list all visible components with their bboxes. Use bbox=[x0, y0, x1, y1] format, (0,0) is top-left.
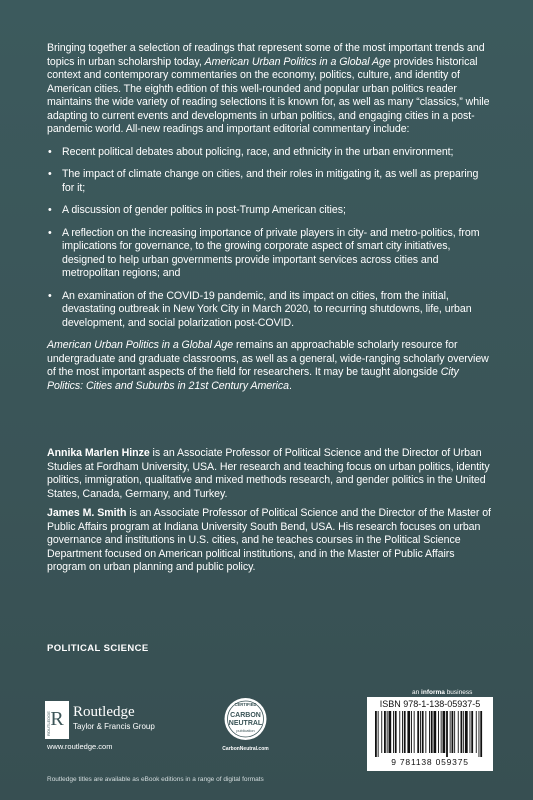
barcode-bar bbox=[414, 711, 415, 753]
svg-text:publication: publication bbox=[236, 729, 255, 733]
barcode-bar bbox=[425, 711, 426, 753]
feature-list bbox=[47, 146, 492, 331]
svg-text:NEUTRAL: NEUTRAL bbox=[228, 720, 263, 727]
barcode-bar bbox=[441, 711, 442, 753]
barcode-bar bbox=[378, 711, 379, 757]
closing-period: . bbox=[288, 379, 292, 392]
publisher-name: Routledge bbox=[73, 704, 135, 720]
publisher-group: Taylor & Francis Group bbox=[73, 722, 155, 731]
closing-paragraph bbox=[47, 339, 492, 393]
feature-item: • The impact of climate change on cities, and their roles in mitigating it, as well as preparing for it; bbox=[47, 168, 492, 195]
informa-suffix: business bbox=[444, 689, 473, 696]
barcode-bar bbox=[446, 711, 448, 757]
author-bio-text: is an Associate Professor of Political Science and the Director of Urban Studies at Fordham University, USA. Her research and teaching focus on urban politics, identity politics, immigration, qualitative and mixed methods research, and gender politics in the United States, Canada, Germany, and Turkey. bbox=[47, 447, 490, 500]
barcode-bar bbox=[393, 711, 394, 753]
barcode-bar bbox=[479, 711, 480, 757]
informa-brand: informa bbox=[421, 689, 445, 696]
author-bio bbox=[47, 447, 492, 501]
barcode-bar bbox=[431, 711, 433, 753]
companion-title-italic: City Politics: Cities and Suburbs in 21st Century America bbox=[47, 366, 459, 392]
description bbox=[47, 42, 492, 393]
author-bio-text: is an Associate Professor of Political Science and the Director of the Master of Public Affairs program at Indiana University South Bend, USA. His research focuses on urban governance and institutions in U.S. cities, and he teaches courses in the Political Science Department focused on American political institutions, and in the Master of Public Affairs program on urban planning and public policy. bbox=[47, 507, 491, 573]
carbon-neutral-logo-icon bbox=[218, 695, 273, 750]
barcode-bar bbox=[434, 711, 437, 753]
barcode-bar bbox=[429, 711, 430, 753]
barcode-bar bbox=[465, 711, 468, 753]
barcode-bar bbox=[402, 711, 403, 753]
intro-text-cont: provides historical context and contemporary commentaries on the economy, politics, culture, and identity of American cities. The eighth edition of this well-rounded and popular urban politics reader maintains the wide variety of reading selections it is known for, as well as many “classics,” while adapting to current events and developments in urban politics, and engaging cities in a post-pandemic world. All-new readings and important editorial commentary include: bbox=[47, 55, 490, 135]
barcode-panel bbox=[367, 697, 493, 771]
isbn-number: ISBN 978-1-138-05937-5 bbox=[379, 699, 481, 709]
barcode-bar bbox=[458, 711, 459, 753]
feature-item: • A reflection on the increasing importance of private players in city- and metro-politics, from implications for governance, to the growing corporate aspect of smart city initiatives, designed to help urban governments provide important services across cities and metropolitan regions; and bbox=[47, 227, 492, 281]
barcode-bar bbox=[387, 711, 388, 753]
barcode-bar bbox=[389, 711, 392, 753]
barcode-bar bbox=[438, 711, 439, 753]
carbon-neutral-url: CarbonNeutral.com bbox=[222, 746, 269, 752]
feature-item: • Recent political debates about policing, race, and ethnicity in the urban environment; bbox=[47, 146, 492, 160]
book-title-italic: American Urban Politics in a Global Age bbox=[47, 339, 234, 351]
barcode-bar bbox=[422, 711, 424, 753]
informa-tagline bbox=[412, 689, 472, 696]
barcode-bar bbox=[399, 711, 400, 753]
routledge-logo-icon bbox=[45, 701, 69, 739]
barcode-bar bbox=[395, 711, 397, 753]
publisher-url: www.routledge.com bbox=[47, 742, 113, 751]
barcode-digits: 9 781138 059375 bbox=[391, 757, 469, 767]
barcode-bar bbox=[480, 711, 482, 757]
barcode-bar bbox=[443, 711, 446, 753]
closing-text: remains an approachable scholarly resource for undergraduate and graduate classrooms, as well as a general, wide-ranging scholarly overview of the most important aspects of the field for researchers. It may be taught alongside bbox=[47, 339, 489, 378]
barcode-bar bbox=[411, 711, 412, 753]
barcode-bar bbox=[417, 711, 419, 753]
barcode-bar bbox=[452, 711, 454, 753]
svg-text:R: R bbox=[50, 708, 64, 730]
barcode-bar bbox=[470, 711, 471, 753]
barcode-bar bbox=[375, 711, 377, 757]
barcode-bar bbox=[454, 711, 455, 753]
barcode-bar bbox=[461, 711, 463, 753]
barcode-bar bbox=[476, 711, 477, 753]
barcode-bar bbox=[384, 711, 386, 753]
barcode-icon bbox=[373, 711, 487, 757]
author-name: James M. Smith bbox=[47, 507, 127, 519]
svg-text:CARBON: CARBON bbox=[230, 712, 261, 719]
barcode-bar bbox=[471, 711, 473, 753]
book-title-italic: American Urban Politics in a Global Age bbox=[204, 55, 391, 68]
barcode-bar bbox=[381, 711, 382, 753]
barcode-bar bbox=[404, 711, 406, 753]
barcode-bar bbox=[463, 711, 464, 753]
informa-prefix: an bbox=[412, 689, 422, 696]
subject-category: POLITICAL SCIENCE bbox=[47, 643, 149, 654]
svg-text:ROUTLEDGE: ROUTLEDGE bbox=[46, 711, 51, 736]
intro-paragraph bbox=[47, 42, 492, 137]
author-name: Annika Marlen Hinze bbox=[47, 447, 150, 459]
barcode-bar bbox=[450, 711, 451, 753]
ebook-note: Routledge titles are available as eBook editions in a range of digital formats bbox=[47, 776, 264, 783]
author-bios bbox=[47, 447, 492, 581]
feature-item: • A discussion of gender politics in post-Trump American cities; bbox=[47, 204, 492, 218]
barcode-bar bbox=[407, 711, 410, 753]
feature-item: • An examination of the COVID-19 pandemic, and its impact on cities, from the initial, devastating outbreak in New York City in March 2020, to recurring shutdowns, life, urban development, and social polarization post-COVID. bbox=[47, 290, 492, 331]
svg-text:CERTIFIED: CERTIFIED bbox=[234, 702, 257, 707]
intro-text: Bringing together a selection of readings that represent some of the most important trends and topics in urban scholarship today, bbox=[47, 42, 485, 68]
author-bio bbox=[47, 507, 492, 575]
barcode-bar bbox=[420, 711, 421, 753]
